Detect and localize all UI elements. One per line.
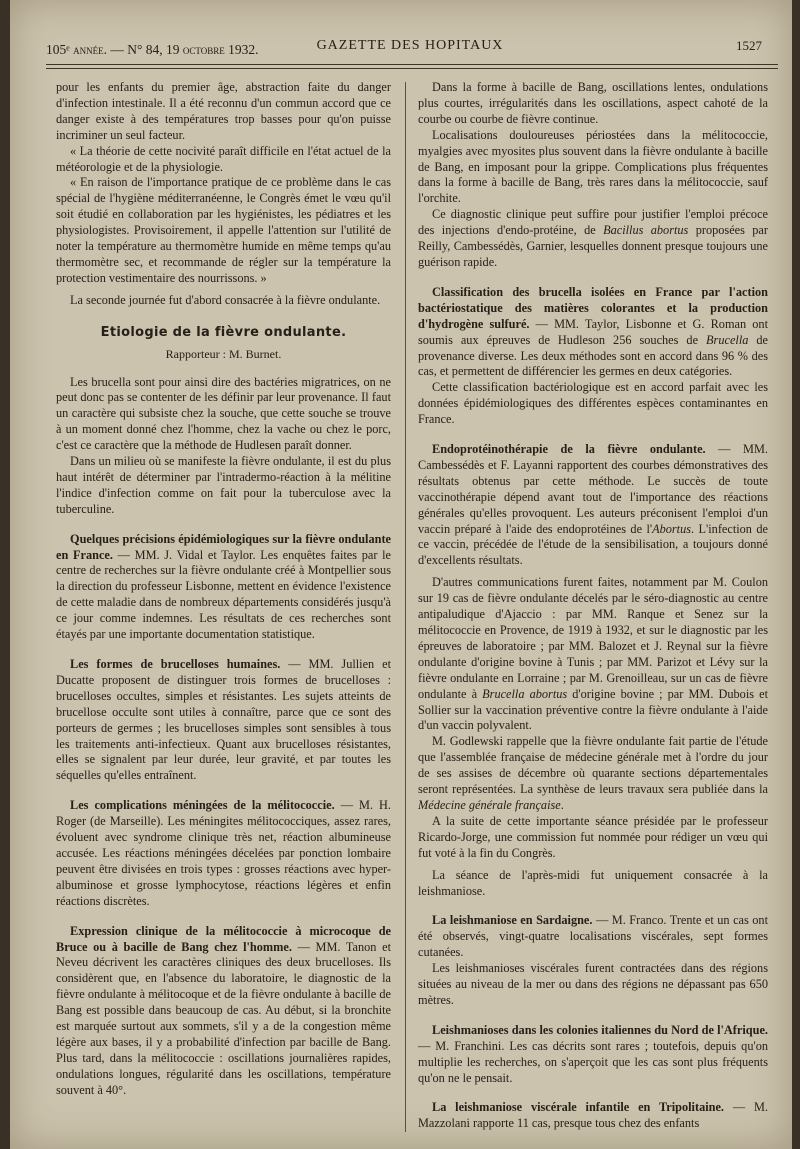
communication-heading: La leishmaniose en Sardaigne. [432,913,593,928]
text-run: — MM. Taylor, Lisbonne et G. Roman ont soumis aux épreuves de Hudleson 256 souches de [418,316,768,347]
journal-title: GAZETTE DES HOPITAUX [316,38,504,53]
paragraph: Les leishmanioses viscérales furent contractées dans des régions situées au niveau de la mer ou dans des régions ne dépassant pas 650 mètres. [418,961,768,1007]
paragraph [418,575,768,734]
communication-heading: Les complications méningées de la mélitococcie. [70,798,335,813]
paragraph: Les brucella sont pour ainsi dire des bactéries migratrices, on ne peut donc pas se contenter de les définir par leur provenance. Il faut un caractère qui subsiste chez la souche, que cette souche se trouve à un moment donné chez l'homme, chez la vache ou chez le porc, c'est ce caractère que la méthode de Hudlesen paraît donner. [56,374,391,453]
species-name: Brucella abortus [482,686,568,701]
text-run: M. Godlewski rappelle que la fièvre ondulante fait partie de l'étude que l'assemblée française de médecine générale met à l'ordre du jour de ses assises de décembre où quarante sections départementales seront représentées. La synthèse de leurs travaux sera publiée dans la [418,734,768,797]
paragraph: Dans un milieu où se manifeste la fièvre ondulante, il est du plus haut intérêt de déterminer par l'intradermo-réaction à la mélitine l'indice d'infection comme on fait pour la tuberculose avec la tuberculine. [56,454,391,516]
text-run: de provenance diverse. Les deux méthodes sont en accord dans 96 % des cas, et permettent de différencier les germes en deux catégories. [418,332,768,379]
communication-paragraph [418,1100,768,1132]
header-rule-top [46,64,778,65]
communication-paragraph [56,657,391,784]
paragraph [418,207,768,271]
paragraph: « La théorie de cette nocivité paraît difficile en l'état actuel de la météorologie et de la physiologie. [56,143,391,174]
header-rule-bottom [46,68,778,69]
paragraph: Dans la forme à bacille de Bang, oscillations lentes, ondulations plus courtes, irrégularités dans les oscillations, aspect cahoté de la courbe ou courbe de fièvre continue. [418,80,768,126]
paragraph: Cette classification bactériologique est en accord parfait avec les données épidémiologiques des différentes espèces contaminantes en France. [418,380,768,427]
communication-paragraph [56,798,391,909]
text-run: d'origine bovine ; par MM. Dubois et Sollier sur la vaccination préventive contre la fièvre ondulante à l'aide d'un vaccin polyvalent. [418,686,768,733]
section-title: Etiologie de la fièvre ondulante. [100,324,347,340]
paragraph: La séance de l'après-midi fut uniquement consacrée à la leishmaniose. [418,867,768,898]
right-column [418,80,768,1132]
paragraph: pour les enfants du premier âge, abstraction faite du danger d'infection intestinale. Il a été reconnu d'un commun accord que ce danger existe à des températures trop basses pour qu'on puisse incriminer un seul facteur. [56,80,391,142]
communication-paragraph [56,532,391,643]
page-number: 1527 [736,38,762,53]
left-column [56,80,391,1099]
text-run: . [560,797,564,812]
paragraph: « En raison de l'importance pratique de ce problème dans le cas spécial de l'hygiène méditerranéenne, le Congrès émet le vœu qu'il soit étudié en collaboration par les hygiénistes, les pédiatres et les physiologistes. Provisoirement, il appelle l'attention sur l'utilité de noter la température au thermomètre humide en même temps qu'au thermomètre sec, et recommande de régler sur la température la protection vestimentaire des nourrissons. » [56,175,391,285]
communication-heading: Classification des brucella isolées en France par l'action bactériostatique des matières colorantes et la production d'hydrogène sulfuré. [418,284,768,331]
communication-paragraph [418,1023,768,1087]
paragraph: A la suite de cette importante séance présidée par le professeur Ricardo-Jorge, une commission fut nommée pour rédiger un vœu qui fut voté à la fin du Congrès. [418,813,768,860]
text-run: . L'infection de ce vaccin, précédée de l'étude de la sensibilisation, a toujours donné d'excellents résultats. [418,521,768,568]
communication-paragraph [418,913,768,961]
communication-body: — MM. Tanon et Neveu décrivent les caractères cliniques des deux brucelloses. Ils considèrent que, en l'absence du laboratoire, le diagnostic de la fièvre ondulante à mélitocoque et de la fièvre ondulante à bacille de Bang est possible dans beaucoup de cas. Au début, si la bronchite est marquée surtout aux sommets, s'il y a de la congestion même légère aux bases, il y a probabilité d'infection par bacille de Bang. Plus tard, dans la mélitococcie : oscillations journalières rapides, ondulations longues, régularité dans les oscillations, température souvent à 40°. [56,939,391,1097]
communication-body: — M. H. Roger (de Marseille). Les méningites mélitococciques, assez rares, évoluent avec syndrome clinique très net, réaction albumineuse accusée. Les réactions méningées décelées par ponction lombaire peuvent être divisées en trois types : grosses réactions avec hyper-albuminose et grosse lymphocytose, réactions légères et enfin réactions discrètes. [56,798,391,908]
communication-heading: Expression clinique de la mélitococcie à microcoque de Bruce ou à bacille de Bang chez l'homme. [56,923,391,954]
text-run: D'autres communications furent faites, notamment par M. Coulon sur 19 cas de fièvre ondulante décelés par le séro-diagnostic au centre antipaludique d'Ajaccio : par MM. Ranque et Senez sur la mélitococcie en Provence, de 1919 à 1932, et sur le diagnostic par les épreuves de laboratoire ; par MM. Balozet et J. Reynal sur la fièvre ondulante d'origine bovine à Tunis ; par MM. Parizot et Lévy sur la fièvre ondulante en Lorraine ; par M. Grenoilleau, sur un cas de fièvre ondulante à [418,575,768,701]
text-run: proposées par Reilly, Cambessédès, Garnier, lesquelles donnent presque toujours une guérison rapide. [418,223,768,269]
communication-heading: Endoprotéinothérapie de la fièvre ondulante. [432,442,706,457]
communication-heading: Les formes de brucelloses humaines. [70,657,281,671]
paragraph: La seconde journée fut d'abord consacrée à la fièvre ondulante. [70,292,381,307]
communication-heading: Leishmanioses dans les colonies italiennes du Nord de l'Afrique. [432,1022,768,1037]
text-run: Ce diagnostic clinique peut suffire pour justifier l'emploi précoce des injections d'endo-protéine, de [418,207,768,238]
column-divider [405,82,406,1132]
communication-paragraph [418,442,768,569]
communication-body: — MM. Jullien et Ducatte proposent de distinguer trois formes de brucelloses : brucelloses occultes, simples et résistantes. Les sujets atteints de brucellose occulte sont utiles à connaître, parce que ce sont des porteurs de germes ; les brucelloses simples sont sensibles à tous les traitements anti-infectieux. Quant aux brucelloses résistantes, elles se signalent par leur durée, leur gravité, et par toutes les séquelles qu'elles entraînent. [56,657,392,783]
communication-body: — M. Franchini. Les cas décrits sont rares ; toutefois, depuis qu'on multiplie les recherches, on s'aperçoit que les cas sont plus fréquents qu'on ne le pensait. [418,1038,768,1085]
paragraph: Localisations douloureuses périostées dans la mélitococcie, myalgies avec myosites plus souvent dans la fièvre ondulante à bacille de Bang, en imposant pour la grippe. Complications plus fréquentes dans la forme à bacille de Bang, très rares dans la mélitococcie, sauf l'orchite. [418,127,768,206]
newspaper-page [10,0,792,1149]
species-name: Bacillus abortus [603,223,689,238]
journal-name: Médecine générale française [418,797,561,812]
communication-body: — M. Franco. Trente et un cas ont été observés, vingt-quatre localisations viscérales, sept formes cutanées. [418,913,768,960]
issue-info: 105ᵉ année. — N° 84, 19 octobre 1932. [46,42,259,57]
communication-body: — MM. J. Vidal et Taylor. Les enquêtes faites par le centre de recherches sur la fièvre ondulante créé à Montpellier sous la direction du professeur Lisbonne, mettent en évidence l'existence de cette maladie dans de nombreux départements considérés jusqu'à ce jour comme indemnes. Les résultats de ces recherches sont étayés par une importante documentation statistique. [56,547,391,642]
text-run: — MM. Cambessédès et F. Layanni rapportent des courbes démonstratives des résultats obtenus par cette méthode. Le succès de toute vaccinothérapie dépend avant tout de l'importance des réactions générales qu'elles provoquent. Les auteurs préconisent l'emploi d'un vaccin préparé à l'aide des endoprotéines de l' [418,442,769,536]
communication-heading: Quelques précisions épidémiologiques sur la fièvre ondulante en France. [56,531,391,562]
communication-paragraph [418,285,768,380]
rapporteur: Rapporteur : M. Burnet. [165,346,282,361]
page-header [46,34,774,60]
communication-paragraph [56,924,391,1099]
species-name: Brucella [706,332,749,347]
communication-heading: La leishmaniose viscérale infantile en Tripolitaine. [432,1100,725,1115]
communication-body: — M. Mazzolani rapporte 11 cas, presque tous chez des enfants [418,1100,768,1131]
paragraph [418,734,768,814]
species-name: Abortus [652,521,692,536]
